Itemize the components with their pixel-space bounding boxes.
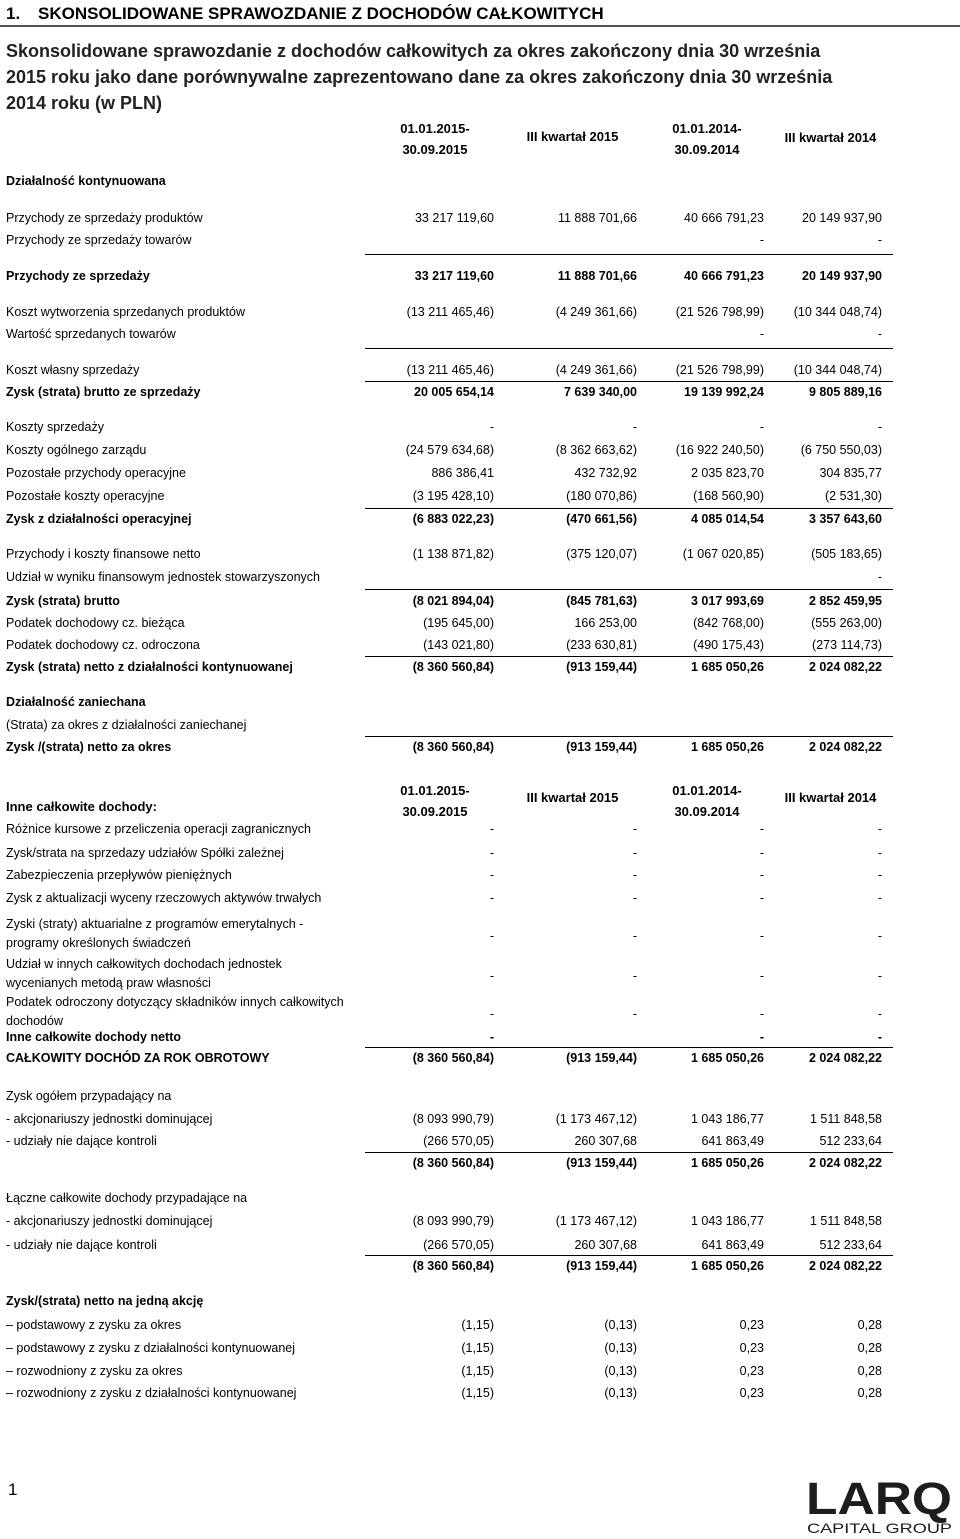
row-label: Zysk (strata) brutto ze sprzedaży (6, 385, 201, 399)
value-9m-2014: 40 666 791,23 (684, 269, 764, 283)
value-9m-2014: 1 685 050,26 (691, 1156, 764, 1170)
row-cash-flow-hedges (0, 864, 960, 886)
row-label: Zysk/(strata) netto na jedną akcję (6, 1294, 204, 1308)
value-9m-2014: 4 085 014,54 (691, 512, 764, 526)
value-q3-2015: 11 888 701,66 (557, 211, 637, 225)
value-q3-2014: - (877, 822, 882, 836)
col-header-9m-2015 (380, 118, 490, 160)
row-eps-diluted-continuing (0, 1382, 960, 1404)
row-label: – rozwodniony z zysku za okres (6, 1364, 183, 1378)
value-q3-2015: (913 159,44) (566, 740, 637, 754)
row-current-tax (0, 612, 960, 634)
col-header-9m-2014-to: 30.09.2014 (674, 142, 740, 157)
value-q3-2015: (470 661,56) (566, 512, 637, 526)
row-label: (Strata) za okres z działalności zaniechanej (6, 718, 247, 732)
value-q3-2014: 0,28 (857, 1341, 882, 1355)
value-9m-2015: - (489, 969, 494, 983)
oci-header-label: Inne całkowite dochody: (6, 799, 157, 814)
value-9m-2015: - (489, 868, 494, 882)
row-net-profit-period (0, 736, 960, 758)
value-q3-2014: 9 805 889,16 (809, 385, 882, 399)
value-q3-2015: - (632, 969, 637, 983)
value-q3-2014: - (877, 1030, 882, 1044)
value-9m-2015: - (489, 420, 494, 434)
value-9m-2015: 20 005 654,14 (414, 385, 494, 399)
row-label: Łączne całkowite dochody przypadające na (6, 1191, 248, 1205)
value-q3-2015: 260 307,68 (574, 1238, 637, 1252)
value-9m-2015: (8 093 990,79) (412, 1112, 494, 1126)
row-label: – podstawowy z zysku za okres (6, 1318, 182, 1332)
row-label: Zysk (strata) netto z działalności kontynuowanej (6, 660, 293, 674)
value-q3-2015: 432 732,92 (574, 466, 637, 480)
value-q3-2015: (0,13) (604, 1386, 637, 1400)
value-9m-2015: (8 093 990,79) (412, 1214, 494, 1228)
row-cost-of-sales (0, 359, 960, 381)
row-label: Przychody ze sprzedaży produktów (6, 211, 203, 225)
row-label: Działalność zaniechana (6, 695, 146, 709)
row-label: Zysk z aktualizacji wyceny rzeczowych aktywów trwałych (6, 891, 322, 905)
value-9m-2014: 1 685 050,26 (691, 1259, 764, 1273)
value-9m-2015: (8 021 894,04) (412, 594, 494, 608)
row-label: Zyski (straty) aktuarialne z programów emerytalnych - programy określonych świadczeń (6, 917, 304, 950)
value-9m-2015: (24 579 634,68) (405, 443, 494, 457)
row-cost-of-products (0, 301, 960, 323)
row-label: Zysk /(strata) netto za okres (6, 740, 172, 754)
value-q3-2014: 1 511 848,58 (809, 1214, 882, 1228)
row-label: Podatek dochodowy cz. bieżąca (6, 616, 185, 630)
row-tci-attributable-total (0, 1255, 960, 1277)
value-q3-2015: - (632, 868, 637, 882)
row-label: Koszt własny sprzedaży (6, 363, 140, 377)
row-label: Koszty sprzedaży (6, 420, 104, 434)
row-label: - udziały nie dające kontroli (6, 1134, 157, 1148)
value-9m-2014: (842 768,00) (693, 616, 764, 630)
oci-col-header-q3-2015: III kwartał 2015 (526, 790, 619, 805)
value-q3-2014: - (877, 327, 882, 341)
row-label: Udział w wyniku finansowym jednostek stowarzyszonych (6, 570, 321, 584)
value-9m-2015: (8 360 560,84) (412, 1156, 494, 1170)
row-label: Podatek odroczony dotyczący składników innych całkowitych dochodów (6, 995, 344, 1028)
value-q3-2014: 304 835,77 (819, 466, 882, 480)
oci-col-header-9m-2015-to: 30.09.2015 (402, 804, 468, 819)
value-9m-2015: (8 360 560,84) (412, 660, 494, 674)
value-q3-2014: 3 357 643,60 (809, 512, 882, 526)
row-ppe-revaluation (0, 887, 960, 909)
row-admin-costs (0, 439, 960, 461)
value-9m-2015: (6 883 022,23) (412, 512, 494, 526)
value-q3-2015: - (632, 929, 637, 943)
value-9m-2015: 886 386,41 (431, 466, 494, 480)
value-9m-2014: 40 666 791,23 (684, 211, 764, 225)
row-label: Zysk z działalności operacyjnej (6, 512, 192, 526)
row-label: Inne całkowite dochody netto (6, 1030, 182, 1044)
value-q3-2014: 2 024 082,22 (809, 1259, 882, 1273)
value-q3-2014: 2 024 082,22 (809, 660, 882, 674)
row-selling-costs (0, 416, 960, 438)
row-tci-attributable (0, 1187, 960, 1209)
value-9m-2015: (1,15) (461, 1364, 494, 1378)
row-oci-net (0, 1026, 960, 1048)
value-q3-2015: (845 781,63) (566, 594, 637, 608)
row-label: Przychody ze sprzedaży (6, 269, 150, 283)
row-label: Zysk ogółem przypadający na (6, 1089, 172, 1103)
value-9m-2015: - (489, 891, 494, 905)
row-label: Zysk/strata na sprzedazy udziałów Spółki zależnej (6, 846, 284, 860)
row-label: - akcjonariuszy jednostki dominującej (6, 1214, 213, 1228)
row-label: Działalność kontynuowana (6, 174, 166, 188)
value-q3-2014: (555 263,00) (811, 616, 882, 630)
col-header-q3-2015: III kwartał 2015 (526, 129, 619, 144)
row-label: Przychody ze sprzedaży towarów (6, 233, 192, 247)
row-label: - akcjonariuszy jednostki dominującej (6, 1112, 213, 1126)
value-9m-2014: - (759, 822, 764, 836)
value-9m-2014: 0,23 (739, 1341, 764, 1355)
value-9m-2015: - (489, 1030, 494, 1044)
value-q3-2015: 11 888 701,66 (557, 269, 637, 283)
row-discontinued-operations (0, 691, 960, 713)
col-header-q3-2014: III kwartał 2014 (784, 130, 877, 145)
value-9m-2014: 19 139 992,24 (684, 385, 764, 399)
value-9m-2015: (143 021,80) (423, 638, 494, 652)
subtotal-rule (365, 254, 893, 255)
row-label: Przychody i koszty finansowe netto (6, 547, 201, 561)
row-deferred-tax (0, 634, 960, 656)
value-q3-2015: (8 362 663,62) (555, 443, 637, 457)
row-label: Zabezpieczenia przepływów pieniężnych (6, 868, 232, 882)
value-q3-2014: 1 511 848,58 (809, 1112, 882, 1126)
row-profit-attributable-total (0, 1152, 960, 1174)
row-net-profit-continuing (0, 656, 960, 678)
row-cost-of-goods (0, 323, 960, 345)
row-finance-net (0, 543, 960, 565)
value-9m-2015: - (489, 1007, 494, 1021)
value-9m-2014: (21 526 798,99) (675, 363, 764, 377)
value-9m-2014: 0,23 (739, 1386, 764, 1400)
value-9m-2015: (8 360 560,84) (412, 740, 494, 754)
row-profit-before-tax (0, 590, 960, 612)
row-label: – rozwodniony z zysku z działalności kontynuowanej (6, 1386, 297, 1400)
value-q3-2015: (913 159,44) (566, 1051, 637, 1065)
value-q3-2014: 0,28 (857, 1386, 882, 1400)
col-header-9m-2014-from: 01.01.2014- (672, 121, 742, 136)
value-q3-2014: - (877, 233, 882, 247)
row-sales-revenue (0, 265, 960, 287)
value-9m-2014: 0,23 (739, 1318, 764, 1332)
statement-subtitle: Skonsolidowane sprawozdanie z dochodów całkowitych za okres zakończony dnia 30 września 2015 roku jako dane porównywalne zaprezentowano dane za okres zakończony dnia 30 września 2014 roku (w PLN) (6, 41, 833, 113)
value-q3-2015: (0,13) (604, 1364, 637, 1378)
row-label: Różnice kursowe z przeliczenia operacji zagranicznych (6, 822, 311, 836)
value-q3-2014: - (877, 929, 882, 943)
value-9m-2014: 1 043 186,77 (691, 1214, 764, 1228)
row-gross-profit-on-sales (0, 381, 960, 403)
value-9m-2015: (1 138 871,82) (412, 547, 494, 561)
row-associates-share (0, 566, 960, 588)
section-number: 1. (6, 4, 21, 23)
row-other-operating-costs (0, 485, 960, 507)
value-9m-2014: 1 685 050,26 (691, 740, 764, 754)
row-label: Wartość sprzedanych towarów (6, 327, 176, 341)
subtotal-rule (365, 348, 893, 349)
logo-subtext: CAPITAL GROUP (807, 1520, 952, 1536)
value-9m-2014: - (759, 1007, 764, 1021)
value-9m-2015: (266 570,05) (423, 1134, 494, 1148)
row-profit-parent-shareholders (0, 1108, 960, 1130)
row-equity-method-share (0, 957, 960, 990)
row-profit-attributable (0, 1085, 960, 1107)
row-oci-deferred-tax (0, 995, 960, 1028)
value-q3-2015: - (632, 891, 637, 905)
row-eps-diluted-period (0, 1360, 960, 1382)
row-label: Koszt wytworzenia sprzedanych produktów (6, 305, 246, 319)
row-label: CAŁKOWITY DOCHÓD ZA ROK OBROTOWY (6, 1051, 270, 1065)
col-header-9m-2015-from: 01.01.2015- (400, 121, 470, 136)
value-q3-2015: (0,13) (604, 1318, 637, 1332)
row-label: Podatek dochodowy cz. odroczona (6, 638, 200, 652)
row-eps-basic-continuing (0, 1337, 960, 1359)
value-q3-2015: - (632, 846, 637, 860)
row-other-operating-income (0, 462, 960, 484)
value-q3-2015: 260 307,68 (574, 1134, 637, 1148)
value-9m-2014: - (759, 233, 764, 247)
row-profit-non-controlling (0, 1130, 960, 1152)
value-q3-2014: (273 114,73) (812, 638, 882, 652)
value-9m-2014: (490 175,43) (693, 638, 764, 652)
oci-col-header-q3-2014: III kwartał 2014 (784, 790, 877, 805)
value-9m-2015: (8 360 560,84) (412, 1259, 494, 1273)
oci-col-header-9m-2014-from: 01.01.2014- (672, 783, 742, 798)
value-q3-2015: (375 120,07) (566, 547, 637, 561)
value-q3-2014: - (877, 846, 882, 860)
row-eps-header (0, 1290, 960, 1312)
value-q3-2015: (0,13) (604, 1341, 637, 1355)
row-discontinued-loss (0, 714, 960, 736)
value-9m-2015: (13 211 465,46) (406, 305, 494, 319)
subtotal-rule (365, 508, 893, 509)
row-tci-non-controlling (0, 1234, 960, 1256)
oci-col-header-9m-2015 (380, 780, 490, 822)
oci-col-header-9m-2014-to: 30.09.2014 (674, 804, 740, 819)
value-q3-2014: 512 233,64 (819, 1134, 882, 1148)
value-q3-2015: (913 159,44) (566, 1156, 637, 1170)
value-q3-2015: - (632, 1007, 637, 1021)
subtotal-rule (365, 656, 893, 657)
value-q3-2015: (913 159,44) (566, 1259, 637, 1273)
row-goods-revenue (0, 229, 960, 251)
value-q3-2014: 2 024 082,22 (809, 1156, 882, 1170)
value-q3-2015: 7 639 340,00 (564, 385, 637, 399)
value-9m-2014: - (759, 929, 764, 943)
row-fx-differences (0, 818, 960, 840)
value-q3-2014: (10 344 048,74) (793, 305, 882, 319)
value-9m-2014: - (759, 969, 764, 983)
value-9m-2014: (16 922 240,50) (675, 443, 764, 457)
value-9m-2014: (21 526 798,99) (675, 305, 764, 319)
value-q3-2015: (4 249 361,66) (555, 305, 637, 319)
row-label: – podstawowy z zysku z działalności kontynuowanej (6, 1341, 296, 1355)
value-9m-2015: (1,15) (461, 1386, 494, 1400)
row-subsidiary-sale (0, 842, 960, 864)
value-9m-2014: 2 035 823,70 (691, 466, 764, 480)
value-9m-2014: 3 017 993,69 (691, 594, 764, 608)
value-9m-2014: (1 067 020,85) (682, 547, 764, 561)
value-9m-2015: 33 217 119,60 (414, 211, 494, 225)
row-tci-parent-shareholders (0, 1210, 960, 1232)
value-q3-2014: 2 024 082,22 (809, 1051, 882, 1065)
value-9m-2015: (1,15) (461, 1318, 494, 1332)
value-q3-2014: 2 024 082,22 (809, 740, 882, 754)
value-9m-2014: 641 863,49 (701, 1134, 764, 1148)
value-q3-2014: 2 852 459,95 (809, 594, 882, 608)
row-operating-profit (0, 508, 960, 530)
row-label: Koszty ogólnego zarządu (6, 443, 147, 457)
value-9m-2015: (8 360 560,84) (412, 1051, 494, 1065)
value-q3-2014: - (877, 570, 882, 584)
value-9m-2014: 1 685 050,26 (691, 1051, 764, 1065)
value-9m-2015: (266 570,05) (423, 1238, 494, 1252)
value-q3-2014: (2 531,30) (825, 489, 882, 503)
value-q3-2015: (233 630,81) (566, 638, 637, 652)
value-q3-2014: - (877, 1007, 882, 1021)
value-q3-2014: (6 750 550,03) (800, 443, 882, 457)
value-9m-2014: 0,23 (739, 1364, 764, 1378)
row-continuing-operations (0, 170, 960, 192)
col-header-9m-2015-to: 30.09.2015 (402, 142, 468, 157)
value-q3-2015: - (632, 420, 637, 434)
value-9m-2015: (195 645,00) (423, 616, 494, 630)
value-q3-2015: 166 253,00 (574, 616, 637, 630)
value-9m-2014: - (759, 1030, 764, 1044)
value-9m-2014: 641 863,49 (701, 1238, 764, 1252)
value-q3-2014: (505 183,65) (811, 547, 882, 561)
value-9m-2015: - (489, 929, 494, 943)
subtotal-rule (365, 381, 893, 382)
value-q3-2014: - (877, 891, 882, 905)
row-label: - udziały nie dające kontroli (6, 1238, 157, 1252)
section-title: SKONSOLIDOWANE SPRAWOZDANIE Z DOCHODÓW CAŁKOWITYCH (38, 4, 604, 23)
value-9m-2014: (168 560,90) (693, 489, 764, 503)
row-eps-basic-period (0, 1314, 960, 1336)
value-9m-2014: - (759, 846, 764, 860)
row-label: Zysk (strata) brutto (6, 594, 120, 608)
value-q3-2015: (913 159,44) (566, 660, 637, 674)
row-label: Udział w innych całkowitych dochodach jednostek wycenianych metodą praw własności (6, 957, 282, 990)
section-heading (0, 0, 960, 27)
row-label: Pozostałe koszty operacyjne (6, 489, 165, 503)
value-q3-2015: (1 173 467,12) (555, 1112, 637, 1126)
value-q3-2015: - (632, 822, 637, 836)
larq-logo-graphic (805, 1470, 955, 1536)
value-9m-2015: (1,15) (461, 1341, 494, 1355)
value-9m-2015: 33 217 119,60 (414, 269, 494, 283)
page-number: 1 (8, 1480, 18, 1499)
value-q3-2014: 512 233,64 (819, 1238, 882, 1252)
row-actuarial-gains (0, 917, 960, 950)
col-header-9m-2014 (652, 118, 762, 160)
row-label: Pozostałe przychody operacyjne (6, 466, 186, 480)
value-9m-2014: - (759, 891, 764, 905)
value-q3-2015: (1 173 467,12) (555, 1214, 637, 1228)
logo-wordmark: LARQ (806, 1473, 952, 1524)
value-q3-2014: - (877, 420, 882, 434)
value-9m-2014: - (759, 868, 764, 882)
value-q3-2014: 20 149 937,90 (802, 269, 882, 283)
value-9m-2015: (3 195 428,10) (412, 489, 494, 503)
value-q3-2014: - (877, 868, 882, 882)
value-q3-2015: (180 070,86) (566, 489, 637, 503)
oci-col-header-9m-2014 (652, 780, 762, 822)
value-9m-2015: - (489, 846, 494, 860)
value-q3-2014: 0,28 (857, 1318, 882, 1332)
value-q3-2014: 0,28 (857, 1364, 882, 1378)
value-9m-2014: 1 685 050,26 (691, 660, 764, 674)
larq-logo (805, 1470, 955, 1536)
value-9m-2014: 1 043 186,77 (691, 1112, 764, 1126)
value-9m-2014: - (759, 420, 764, 434)
row-total-comprehensive-income (0, 1047, 960, 1069)
oci-col-header-9m-2015-from: 01.01.2015- (400, 783, 470, 798)
value-q3-2014: - (877, 969, 882, 983)
value-q3-2014: 20 149 937,90 (802, 211, 882, 225)
value-q3-2015: (4 249 361,66) (555, 363, 637, 377)
row-product-revenue (0, 207, 960, 229)
value-9m-2015: (13 211 465,46) (406, 363, 494, 377)
value-q3-2014: (10 344 048,74) (793, 363, 882, 377)
value-9m-2015: - (489, 822, 494, 836)
value-9m-2014: - (759, 327, 764, 341)
